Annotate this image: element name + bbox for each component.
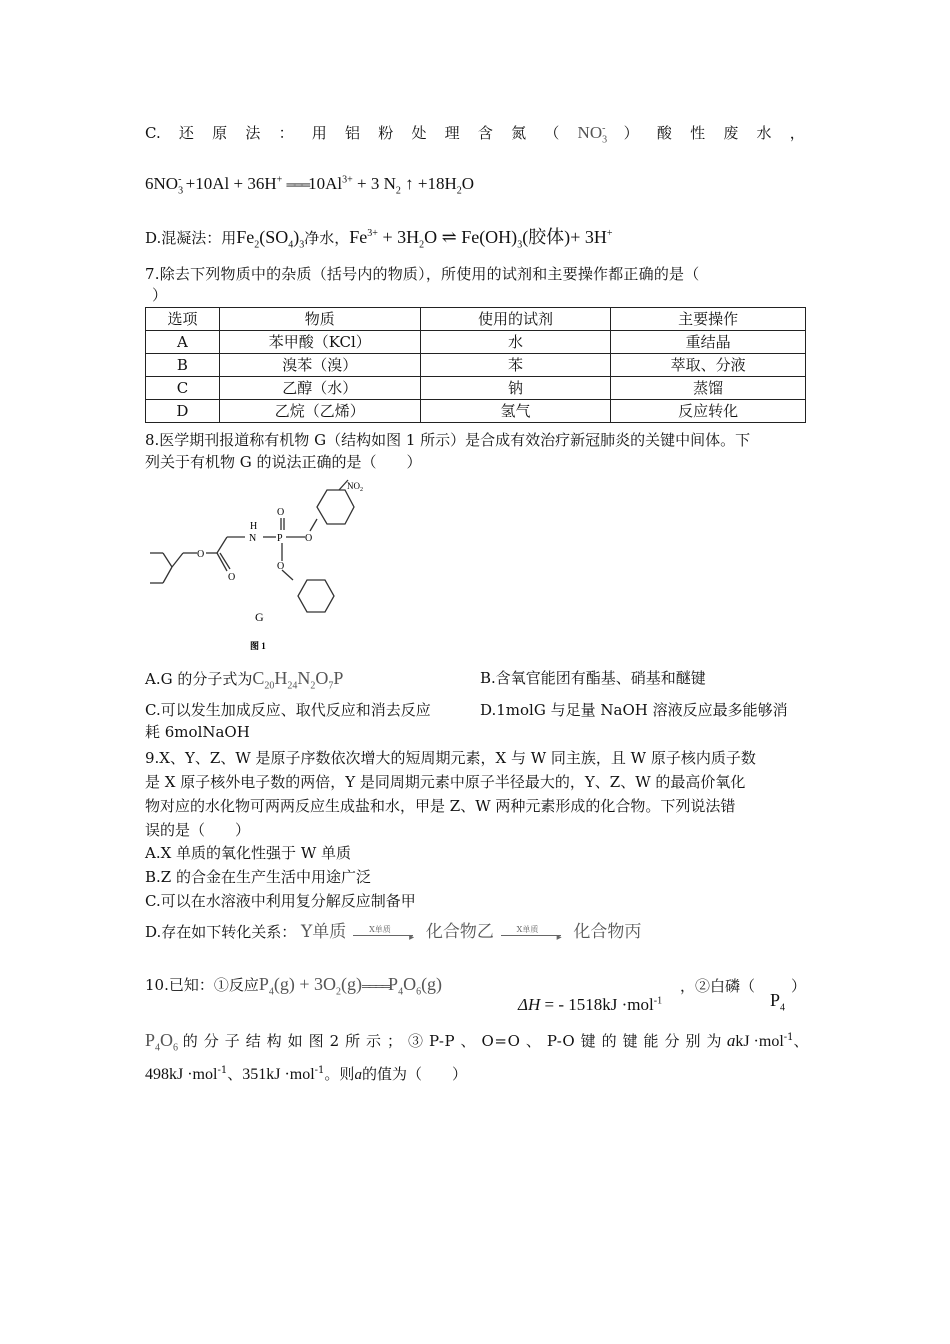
eq-part: 10Al [308, 174, 343, 193]
q6d-line [145, 227, 613, 251]
eq-part: +10Al + 36H [181, 174, 277, 193]
atom-o-top: O [277, 507, 285, 518]
q7-table [145, 307, 806, 423]
table-cell: 萃取、分液 [611, 354, 806, 377]
f-sub: 6 [416, 986, 422, 998]
reaction-arrow [499, 925, 569, 943]
table-cell: C [146, 377, 220, 400]
q6c-char: 粉 [378, 124, 394, 142]
eq-sub: 3 [178, 185, 184, 197]
table-cell: 氢气 [420, 400, 611, 423]
table-row [146, 377, 806, 400]
table-cell: 苯甲酸（KCl） [219, 331, 420, 354]
molecule-g-structure [145, 475, 375, 655]
f-part: O [424, 227, 438, 247]
atom-o-carbonyl: O [228, 572, 236, 583]
option-text: A.G 的分子式为 [145, 670, 253, 688]
f-part: P [388, 974, 399, 994]
q7-stem-1: 7.除去下列物质中的杂质（括号内的物质），所使用的试剂和主要操作都正确的是（ [145, 265, 700, 283]
q6c-char: 处 [411, 124, 427, 142]
q8-option-d-2: 耗 6molNaOH [145, 723, 250, 741]
q6c-char: 废 [723, 124, 739, 142]
f-sub: 24 [287, 680, 298, 692]
f-sub: 2 [336, 986, 342, 998]
figure-caption: 图 1 [250, 641, 266, 651]
equilibrium-arrow: ⇌ [441, 227, 457, 247]
table-cell: 反应转化 [611, 400, 806, 423]
q6c-char: 法 [245, 124, 261, 142]
f-part: P [770, 990, 781, 1010]
f-part: O [403, 974, 417, 994]
enthalpy [518, 995, 662, 1015]
molecular-formula [252, 668, 344, 692]
q9-stem-1: 9.X、Y、Z、W 是原子序数依次增大的短周期元素，X 与 W 同主族，且 W 原子核内质子数 [145, 749, 756, 767]
f-part: P [145, 1030, 156, 1050]
arrow-shaft [501, 935, 561, 936]
q10-text: 10.已知：①反应 [145, 976, 259, 994]
table-cell: 乙醇（水） [219, 377, 420, 400]
eq-sup: 3+ [342, 174, 353, 186]
bond-energy: 498kJ ·mol [145, 1066, 218, 1083]
table-row [146, 354, 806, 377]
q6c-char: 水 [756, 124, 772, 142]
ferric-sulfate [236, 227, 305, 251]
eq-sup: - [178, 174, 182, 186]
atom-o-ester: O [197, 549, 205, 560]
atom-h: H [250, 521, 258, 532]
q9-stem-3: 物对应的水化物可两两反应生成盐和水，甲是 Z、W 两种元素形成的化合物。下列说法错 [145, 797, 736, 815]
f-sub: 7 [328, 680, 334, 692]
f-sub: 4 [398, 986, 404, 998]
q8-option-c: C.可以发生加成反应、取代反应和消去反应 [145, 701, 431, 719]
f-part: Fe [236, 227, 255, 247]
q6c-char: 用 [311, 124, 327, 142]
nitrate-ion [577, 123, 608, 146]
f-part: ) [293, 227, 300, 247]
f-sup: + [606, 228, 613, 239]
q10-line-1 [145, 974, 442, 996]
f-sub: 4 [155, 1042, 161, 1054]
f-part: N [297, 668, 311, 688]
atom-o-right: O [305, 533, 313, 544]
q10-line-2 [145, 1030, 809, 1054]
f-sub: 20 [264, 680, 275, 692]
q6c-char: 性 [690, 124, 706, 142]
q7-stem-2: ） [152, 286, 168, 304]
q9-option-a: A.X 单质的氧化性强于 W 单质 [145, 844, 352, 862]
f-part: P [258, 974, 269, 994]
p4-formula [770, 990, 786, 1014]
q9-stem-2: 是 X 原子核外电子数的两倍，Y 是同周期元素中原子半径最大的，Y、Z、W 的最高价氧化 [145, 773, 746, 791]
eq-sub: 2 [456, 185, 462, 197]
table-row [146, 400, 806, 423]
q6c-label: C. [145, 124, 161, 142]
q6c-char: ： [278, 124, 294, 142]
q6d-text: D.混凝法：用 [145, 229, 237, 247]
f-sup: -1 [783, 1032, 794, 1043]
table-header-row [146, 308, 806, 331]
unit: kJ ·mol [735, 1033, 784, 1050]
f-sub: 4 [780, 1002, 786, 1014]
q6c-char: 还 [178, 124, 194, 142]
q9-option-b: B.Z 的合金在生产生活中用途广泛 [145, 868, 371, 886]
f-part: + 3H [570, 227, 607, 247]
arrow-head: ▸ [409, 932, 415, 943]
f-part: (SO [259, 227, 289, 247]
equals-arrow: ════ [362, 979, 389, 993]
f-sub: 2 [254, 239, 260, 251]
f-sub: 3 [517, 239, 523, 251]
q9-option-c: C.可以在水溶液中利用复分解反应制备甲 [145, 892, 416, 910]
conversion-start: Y单质 [301, 922, 347, 942]
q6c-line [145, 123, 805, 146]
table-cell: 水 [420, 331, 611, 354]
f-sub: 4 [288, 239, 294, 251]
q9-stem-4: 误的是（ ） [145, 821, 251, 839]
f-sup: -1 [653, 995, 663, 1007]
q6d-text: 净水， [304, 229, 350, 247]
q10-text: 的值为（ ） [361, 1065, 467, 1083]
table-cell: 重结晶 [611, 331, 806, 354]
atom-o-bottom: O [277, 561, 285, 572]
q8-option-b: B.含氧官能团有酯基、硝基和醚键 [480, 669, 706, 687]
table-header: 使用的试剂 [420, 308, 611, 331]
q10-text: 、 [227, 1065, 243, 1083]
q6c-equation [145, 174, 474, 195]
atom-n: N [249, 533, 257, 544]
f-part: C [252, 668, 265, 688]
table-cell: A [146, 331, 220, 354]
ion-text: NO [577, 123, 603, 142]
table-cell: 乙烷（乙烯） [219, 400, 420, 423]
reaction-arrow [351, 925, 421, 943]
f-part: O [315, 668, 329, 688]
q6c-char: 酸 [656, 124, 672, 142]
variable-a: a [354, 1067, 362, 1083]
table-header: 物质 [219, 308, 420, 331]
eq-part: 6NO [145, 174, 179, 193]
reaction-equation [258, 974, 443, 998]
table-cell: B [146, 354, 220, 377]
white-phosphorus [680, 976, 806, 996]
table-cell: 苯 [420, 354, 611, 377]
f-part: Fe [349, 227, 368, 247]
f-part: (g) [341, 974, 363, 994]
eq-part: O [461, 174, 475, 193]
f-part: (g) [273, 974, 295, 994]
f-sub: 2 [310, 680, 316, 692]
equals-arrow: ═══ [286, 177, 309, 192]
q6c-char: 氮 [511, 124, 527, 142]
compound-label: G [255, 610, 264, 624]
q10-line-3 [145, 1064, 467, 1085]
atom-p: P [277, 533, 283, 544]
table-cell: D [146, 400, 220, 423]
f-part: + 3H [377, 227, 420, 247]
f-sup: 3+ [367, 228, 378, 239]
arrow-reagent: X单质 [516, 925, 539, 934]
eq-part: + 3 N [352, 174, 396, 193]
q8-stem-2: 列关于有机物 G 的说法正确的是（ ） [145, 453, 422, 471]
f-sup: -1 [314, 1065, 325, 1076]
f-sub: 3 [299, 239, 305, 251]
f-sup: -1 [217, 1065, 228, 1076]
hydrolysis-equation [349, 227, 613, 251]
table-row [146, 331, 806, 354]
enthalpy-value: = - 1518kJ ·mol [540, 995, 654, 1014]
f-part: Fe(OH) [461, 227, 518, 247]
q6c-char: ） [623, 124, 639, 142]
f-part: (g) [421, 974, 443, 994]
ion-sup: - [602, 123, 606, 135]
f-sub: 6 [173, 1042, 179, 1054]
q6c-char: 含 [477, 124, 493, 142]
nitro-label: $NO_2$ [347, 481, 363, 493]
eq-sup: + [276, 174, 283, 186]
table-header: 选项 [146, 308, 220, 331]
f-sub: 2 [419, 239, 425, 251]
p4o6-formula [145, 1030, 179, 1054]
f-part: H [274, 668, 288, 688]
ion-sub: 3 [602, 134, 608, 146]
q6c-char: （ [544, 124, 560, 142]
q8-stem-1: 8.医学期刊报道称有机物 G（结构如图 1 所示）是合成有效治疗新冠肺炎的关键中间体。下 [145, 431, 751, 449]
q10-text: 的 分 子 结 构 如 图 2 所 示 ； ③ P-P 、 O=O 、 P-O 键 的 键 能 分 别 为 [182, 1032, 723, 1050]
f-part: + 3O [294, 974, 337, 994]
conversion-mid: 化合物乙 [425, 922, 494, 942]
f-part: O [160, 1030, 174, 1050]
option-text: D.存在如下转化关系： [145, 923, 297, 941]
variable-a: a [726, 1031, 736, 1050]
table-cell: 钠 [420, 377, 611, 400]
arrow-head: ▸ [556, 932, 562, 943]
q10-text: 、 [793, 1032, 809, 1050]
f-sub: 4 [268, 986, 274, 998]
arrow-shaft [353, 935, 413, 936]
conversion-end: 化合物丙 [573, 922, 642, 942]
q10-text: 。则 [324, 1065, 355, 1083]
table-cell: 蒸馏 [611, 377, 806, 400]
table-cell: 溴苯（溴） [219, 354, 420, 377]
eq-part: ↑ +18H [405, 174, 457, 193]
f-part: P [333, 668, 344, 688]
f-part: (胶体) [522, 227, 571, 247]
delta-h: ΔH [518, 995, 541, 1014]
q6c-char: ， [789, 124, 805, 142]
q6c-char: 原 [212, 124, 228, 142]
q6c-char: 理 [444, 124, 460, 142]
q8-option-a [145, 668, 344, 692]
q10-text: ，②白磷（ [680, 977, 756, 995]
bond-energy: 351kJ ·mol [242, 1066, 315, 1083]
table-header: 主要操作 [611, 308, 806, 331]
q6c-char: 铝 [345, 124, 361, 142]
arrow-reagent: X单质 [369, 925, 391, 934]
q8-option-d-1: D.1molG 与足量 NaOH 溶液反应最多能够消 [480, 701, 788, 719]
eq-sub: 2 [395, 185, 401, 197]
q10-text: ） [791, 977, 807, 995]
q9-option-d [145, 922, 641, 942]
